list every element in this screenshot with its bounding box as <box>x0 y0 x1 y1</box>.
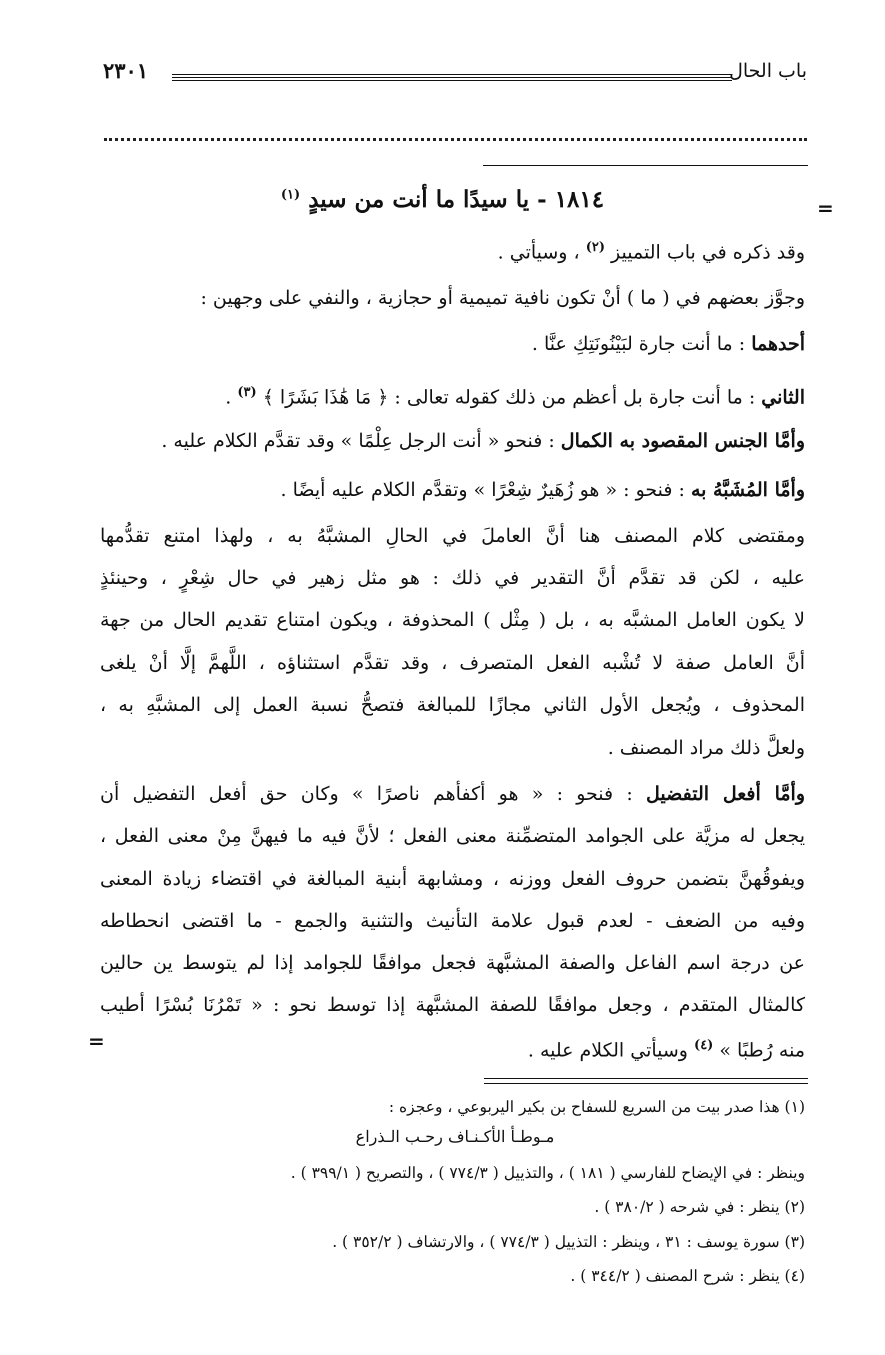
footnote-1-verse: مـوطـأ الأكـنـاف رحـب الـذراع <box>355 1127 555 1146</box>
body-line <box>100 948 805 978</box>
line-text: : ما أنت جارة لبَيْنُونَتِكِ عنَّا . <box>531 333 752 355</box>
body-line <box>100 990 805 1020</box>
line-text: وفيه من الضعف - لعدم قبول علامة التأنيث والتثنية والجمع - ما اقتضى انحطاطه <box>100 910 805 932</box>
continuation-mark-left: = <box>88 1029 105 1053</box>
line-text: ومقتضى كلام المصنف هنا أنَّ العاملَ في الحالِ المشبَّهُ به ، ولهذا امتنع تقدُّمها <box>100 525 805 547</box>
line-text: ويفوقُهنَّ بتضمن حروف الفعل ووزنه ، ومشابهة أبنية المبالغة في اقتضاء زيادة المعنى <box>100 868 805 890</box>
body-line <box>100 283 805 313</box>
line-text: لا يكون العامل المشبَّه به ، بل ( مِثْل ) المحذوفة ، ويكون امتناع تقديم الحال من جهة <box>100 609 805 631</box>
footnote-rule-second <box>484 1083 808 1084</box>
note-ref: (٣) <box>237 385 257 400</box>
body-line <box>100 733 805 763</box>
line-text: وقد ذكره في باب التمييز <box>611 241 805 264</box>
body-line <box>100 563 805 593</box>
section-rule <box>483 165 808 166</box>
chapter-title: باب الحال <box>729 60 807 82</box>
verse-text: ١٨١٤ - يا سيدًا ما أنت من سيدٍ <box>308 186 605 213</box>
line-text: كالمثال المتقدم ، وجعل موافقًا للصفة المشبَّهة إذا توسط نحو : « تَمْرُنَا بُسْرًا أطيب <box>100 994 805 1016</box>
page-number: ٢٣٠١ <box>103 58 149 83</box>
verse-line <box>0 186 885 213</box>
line-rest: وسيأتي الكلام عليه . <box>527 1039 695 1062</box>
line-text: : فنحو : « هو أكفأهم ناصرًا » وكان حق أفعل التفضيل أن <box>100 783 647 805</box>
body-line <box>100 648 805 678</box>
body-line <box>100 779 805 809</box>
body-line <box>100 1031 805 1065</box>
footnote-rule <box>484 1078 808 1079</box>
term-heading: وأمَّا المُشَبَّهُ به <box>690 479 805 501</box>
line-text: : فنحو « أنت الرجل عِلْمًا » وقد تقدَّم الكلام عليه . <box>161 430 561 452</box>
body-line <box>100 475 805 505</box>
body-line <box>100 864 805 894</box>
line-text: : ما أنت جارة بل أعظم من ذلك كقوله تعالى : ﴿ مَا هَٰذَا بَشَرًا ﴾ <box>262 386 762 409</box>
line-text: : فنحو : « هو زُهَيرٌ شِعْرًا » وتقدَّم الكلام عليه أيضًا . <box>280 479 691 501</box>
line-text: منه رُطبًا » <box>719 1039 805 1062</box>
line-text: عليه ، لكن قد تقدَّم أنَّ التقدير في ذلك : هو مثل زهير في حال شِعْرٍ ، وحينئذٍ <box>100 567 805 589</box>
body-line <box>100 521 805 551</box>
line-text: المحذوف ، ويُجعل الأول الثاني مجازًا للمبالغة فتصحُّ نسبة العمل إلى المشبَّهِ به ، <box>100 694 805 716</box>
footnote-3: (٣) سورة يوسف : ٣١ ، وينظر : التذييل ( ٧٧٤/٣ ) ، والارتشاف ( ٣٥٢/٢ ) . <box>332 1233 805 1251</box>
body-line <box>100 605 805 635</box>
header-rule-second <box>172 80 732 82</box>
line-text: ولعلَّ ذلك مراد المصنف . <box>607 737 805 759</box>
term-heading: أحدهما <box>751 333 805 355</box>
line-text: عن درجة اسم الفاعل والصفة المشبَّهة فجعل موافقًا للجوامد إذا لم يتوسط ين حالين <box>100 952 805 974</box>
footnote-1: (١) هذا صدر بيت من السريع للسفاح بن بكير اليربوعي ، وعجزه : <box>388 1098 805 1116</box>
term-heading: وأمَّا الجنس المقصود به الكمال <box>560 430 805 452</box>
line-text: وجوَّز بعضهم في ( ما ) أنْ تكون نافية تميمية أو حجازية ، والنفي على وجهين : <box>200 287 805 309</box>
footnote-1-reference: وينظر : في الإيضاح للفارسي ( ١٨١ ) ، والتذييل ( ٧٧٤/٣ ) ، والتصريح ( ٣٩٩/١ ) . <box>290 1164 805 1182</box>
term-heading: الثاني <box>761 386 805 409</box>
note-ref: (٤) <box>694 1038 714 1053</box>
body-line <box>100 821 805 851</box>
footnote-2: (٢) ينظر : في شرحه ( ٣٨٠/٢ ) . <box>594 1198 805 1216</box>
line-text: يجعل له مزيَّة على الجوامد المتضمِّنة معنى الفعل ؛ لأنَّ فيه ما فيهنَّ مِنْ معنى الفعل ، <box>100 825 805 847</box>
body-line <box>100 426 805 456</box>
continuation-mark-right: = <box>817 196 834 220</box>
verse-note-ref: (١) <box>280 187 301 203</box>
header-rule <box>172 74 732 78</box>
line-rest: . <box>225 386 238 409</box>
term-heading: وأمَّا أفعل التفضيل <box>646 783 805 805</box>
body-line <box>100 690 805 720</box>
line-text: أنَّ العامل صفة لا تُشْبه الفعل المتصرف ، وقد تقدَّم استثناؤه ، اللَّهمَّ إلَّا أنْ يلغى <box>100 652 805 674</box>
body-line <box>100 378 805 412</box>
body-line <box>100 233 805 267</box>
dotted-separator <box>104 138 807 141</box>
line-rest: ، وسيأتي . <box>497 241 586 264</box>
footnote-4: (٤) ينظر : شرح المصنف ( ٣٤٤/٢ ) . <box>570 1267 805 1285</box>
note-ref: (٢) <box>585 240 605 255</box>
body-line <box>100 329 805 359</box>
body-line <box>100 906 805 936</box>
